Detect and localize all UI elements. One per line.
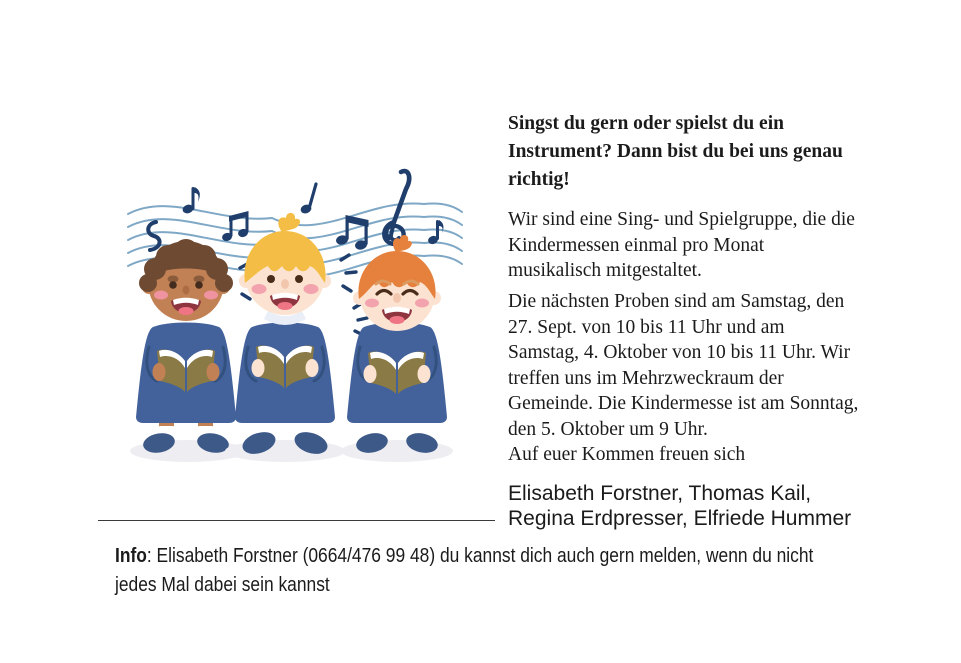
choir-robe	[235, 323, 335, 424]
heading-normal-1: oder	[628, 113, 676, 134]
heading-bold-2: spielst du ein Instrument	[508, 113, 784, 162]
info-text-2: jedes Mal dabei sein kannst	[115, 573, 330, 596]
choir-child-brown-hair	[130, 239, 246, 462]
flyer-heading	[508, 110, 860, 194]
paragraph-organizer-names: Elisabeth Forstner, Thomas Kail, Regina Erdpresser, Elfriede Hummer	[508, 482, 852, 530]
floor-shadow	[225, 440, 345, 462]
info-text-1: : Elisabeth Forstner (0664/476 99 48) du kannst dich auch gern melden, wenn du nicht	[146, 545, 814, 567]
quarter-note-icon	[299, 184, 316, 215]
footer-divider-line	[98, 520, 495, 521]
info-label: Info	[115, 545, 147, 567]
heading-normal-2: ? Dann bist du bei uns genau richtig!	[508, 141, 843, 190]
paragraph-about-group: Wir sind eine Sing- und Spielgruppe, die die Kindermessen einmal pro Monat musikalisch mitgestaltet.	[508, 209, 855, 281]
paragraph-rehearsal-schedule: Die nächsten Proben sind am Samstag, den 27. Sept. von 10 bis 11 Uhr und am Samstag, 4. Oktober von 10 bis 11 Uhr. Wir treffen uns im Mehrzweckraum der Gemeinde. Die Kindermesse ist am Sonntag, den 5. Oktober um 9 Uhr.	[508, 291, 859, 440]
heading-bold-1: Singst du gern	[508, 113, 629, 134]
choir-child-orange-hair	[341, 235, 453, 462]
info-line-1	[115, 545, 813, 567]
footer-info	[115, 542, 813, 599]
treble-clef-icon	[384, 171, 409, 244]
choir-children-illustration	[100, 160, 480, 480]
choir-robe	[347, 323, 447, 424]
choir-child-blond-hair	[225, 213, 345, 462]
choir-robe	[136, 323, 236, 424]
eighth-note-small-icon	[427, 220, 443, 245]
head	[239, 213, 331, 315]
paragraph-closing: Auf euer Kommen freuen sich	[508, 444, 746, 465]
choir-illustration-svg	[100, 160, 480, 480]
